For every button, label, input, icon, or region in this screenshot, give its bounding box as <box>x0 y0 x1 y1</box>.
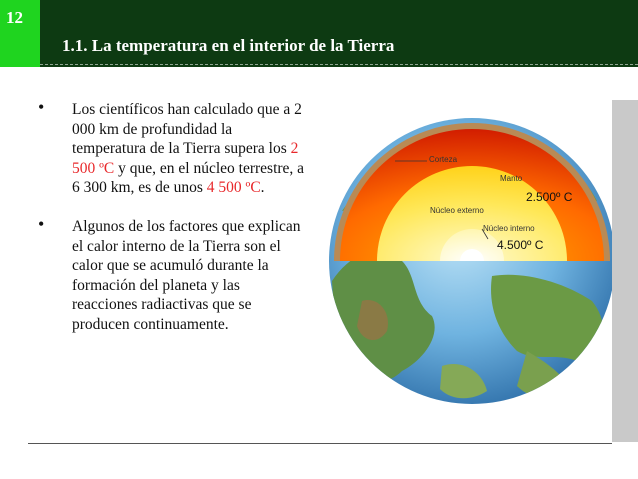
bullet-text-part2: y que, en el núcleo terrestre, a 6 300 km, es de unos <box>72 159 305 197</box>
side-bar <box>612 100 638 442</box>
highlight-temp-core: 4 500 ºC <box>206 179 261 197</box>
bullet-text: Algunos de los factores que explican el calor interno de la Tierra son el calor que se acumuló durante la formación del planeta y las reacciones radiactivas que se producen continuamente. <box>72 217 301 333</box>
earth-cutaway-figure <box>322 101 612 405</box>
header-bar <box>0 0 638 67</box>
slide-number: 12 <box>6 8 23 27</box>
header-divider <box>40 64 638 65</box>
bullet-list <box>38 97 306 354</box>
slide-title: 1.1. La temperatura en el interior de la Tierra <box>62 36 395 55</box>
highlight-temp-mantle: 2 500 ºC <box>72 140 299 177</box>
footer-divider <box>28 443 612 444</box>
bullet-dot-icon: • <box>38 213 45 234</box>
label-mantle: Manto <box>500 174 523 183</box>
label-core-temperature: 4.500º C <box>497 238 544 252</box>
label-inner-core: Núcleo interno <box>483 224 535 233</box>
bullet-dot-icon: • <box>38 97 45 117</box>
bullet-item-factors <box>38 213 306 335</box>
label-crust: Corteza <box>429 155 458 164</box>
label-mantle-temperature: 2.500º C <box>526 190 573 204</box>
bullet-item-temperatures <box>38 97 306 198</box>
bullet-text-part3: . <box>260 179 265 197</box>
bullet-text-part1: Los científicos han calculado que a 2 000 km de profundidad la temperatura de la Tierra supera los <box>72 101 302 158</box>
slide-number-box <box>0 0 40 67</box>
label-outer-core: Núcleo externo <box>430 206 484 215</box>
